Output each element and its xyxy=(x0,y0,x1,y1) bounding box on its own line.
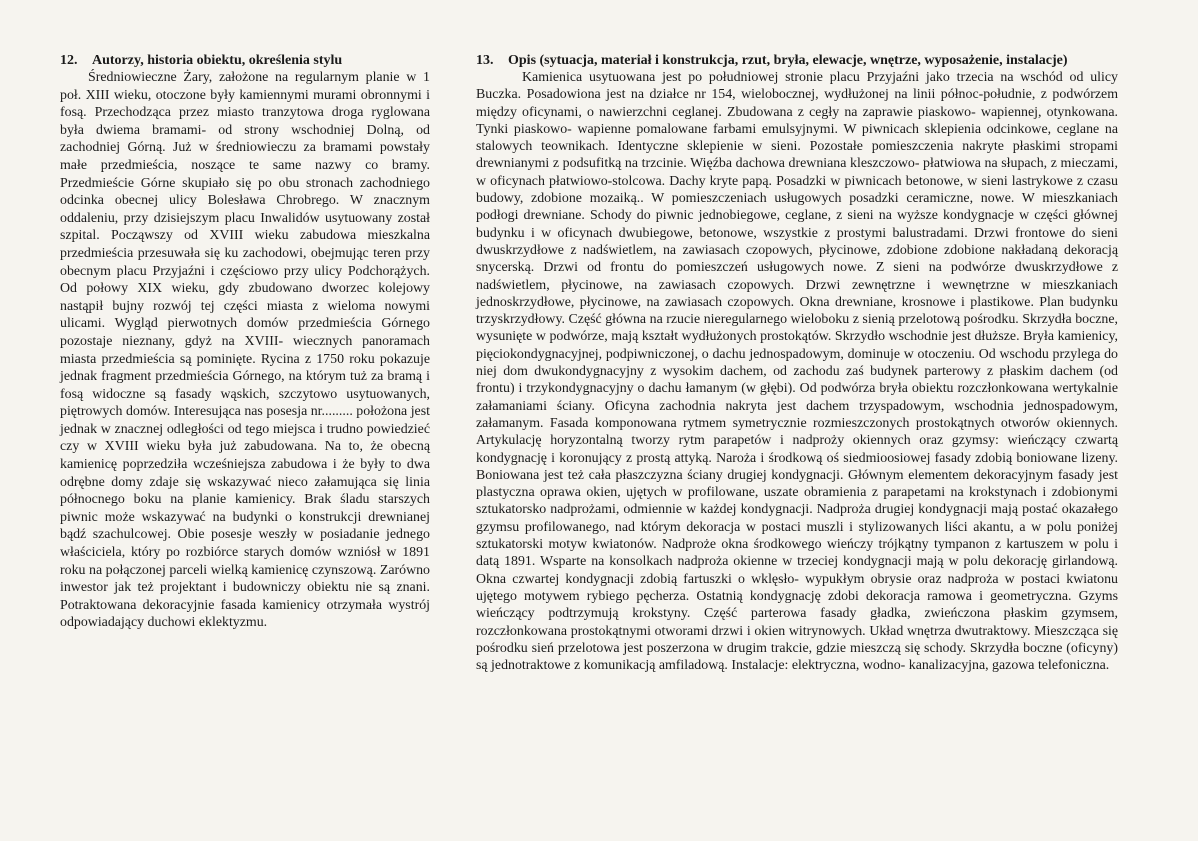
section-12 xyxy=(60,52,430,632)
section-12-text: Średniowieczne Żary, założone na regularnym planie w 1 poł. XIII wieku, otoczone były kamiennymi murami obronnymi i fosą. Przechodząca przez miasto tranzytowa droga ryglowana była dwiema bramami- od strony wschodniej Dolną, od zachodniej Górną. Już w średniowieczu za bramami powstały małe przedmieścia, noszące te same nazwy co bramy. Przedmieście Górne skupiało się po obu stronach zachodniego odcinka obecnej ulicy Bolesława Chrobrego. W znacznym oddaleniu, przy dzisiejszym placu Inwalidów usytuowany został szpital. Począwszy od XVIII wieku zabudowa mieszkalna przedmieścia przesuwała się ku zachodowi, obejmując teren przy obecnym placu Przyjaźni i częściowo przy ulicy Podchorążych. Od połowy XIX wieku, gdy zbudowano dworzec kolejowy nastąpił bujny rozwój tej części miasta z wieloma nowymi ulicami. Wygląd pierwotnych domów przedmieścia Górnego pozostaje nieznany, gdyż na XVIII- wiecznych panoramach miasta przedmieścia są pominięte. Rycina z 1750 roku pokazuje jednak fragment przedmieścia Górnego, na którym tuż za bramą i fosą widoczne są fasady wąskich, szczytowo usytuowanych, piętrowych domów. Interesująca nas posesja nr......... położona jest jednak w znacznej odległości od tego miejsca i trudno powiedzieć czy w XVIII wieku była już zabudowana. Na to, że obecną kamienicę poprzedziła wcześniejsza zabudowa i że były to dwa odrębne domy zdaje się wskazywać nieco załamująca się linia północnego boku na planie kamienicy. Brak śladu starszych piwnic może wskazywać na budynki o konstrukcji drewnianej bądź szachulcowej. Obie posesje weszły w posiadanie jednego właściciela, który po rozbiórce starych domów wzniósł w 1891 roku na połączonej parceli wielką kamienicę czynszową. Zarówno inwestor jak też projektant i budowniczy obiektu nie są znani. Potraktowana dekoracyjnie fasada kamienicy otrzymała wystrój odpowiadający duchowi eklektyzmu. xyxy=(60,70,430,631)
section-12-title: Autorzy, historia obiektu, określenia stylu xyxy=(92,53,343,68)
section-13-title: Opis (sytuacja, materiał i konstrukcja, rzut, bryła, elewacje, wnętrze, wyposażenie, instalacje) xyxy=(508,53,1068,68)
section-13-text: Kamienica usytuowana jest po południowej stronie placu Przyjaźni jako trzecia na wschód od ulicy Buczka. Posadowiona jest na działce nr 154, wielobocznej, wydłużonej na linii północ-południe, z podwórzem między oficynami, o nawierzchni ceglanej. Zbudowana z cegły na zaprawie piaskowo- wapiennej, otynkowana. Tynki piaskowo- wapienne pomalowane farbami emulsyjnymi. W piwnicach sklepienia odcinkowe, ceglane na stalowych teownikach. Identyczne sklepienie w sieni. Pozostałe pomieszczenia nakryte płaskimi stropami drewnianymi z podsufitką na trzcinie. Więźba dachowa drewniana kleszczowo- płatwiowa na słupach, z mieczami, w oficynach płatwiowo-stolcowa. Dachy kryte papą. Posadzki w piwnicach betonowe, w sieni lastrykowe z czasu budowy, zdobione mozaiką.. W pomieszczeniach usługowych posadzki ceramiczne, nowe. W mieszkaniach podłogi drewniane. Schody do piwnic jednobiegowe, ceglane, z sieni na wyższe kondygnacje w części głównej budynku i w oficynach dwubiegowe, betonowe, wszystkie z prostymi balustradami. Drzwi frontowe do sieni dwuskrzydłowe z nadświetlem, na zawiasach czopowych, płycinowe, zdobione zdobione nakładaną dekoracją snycerską. Drzwi od frontu do pomieszczeń usługowych nowe. Z sieni na podwórze dwuskrzydłowe z nadświetlem, płycinowe, na zawiasach czopowych. Drzwi zewnętrzne i wewnętrzne w mieszkaniach jednoskrzydłowe, płycinowe, na zawiasach czopowych. Okna drewniane, krosnowe i plastikowe. Plan budynku trzyskrzydłowy. Część główna na rzucie nieregularnego wieloboku z sienią przelotową pośrodku. Skrzydła boczne, wysunięte w podwórze, mają kształt wydłużonych prostokątów. Skrzydło wschodnie jest dłuższe. Bryła kamienicy, pięciokondygnacyjnej, podpiwniczonej, o dachu jednospadowym, dominuje w otoczeniu. Od wschodu przylega do niej dom dwukondygnacyjny z wysokim dachem, od zachodu zaś budynek parterowy z płaskim dachem (od frontu) i trzykondygnacyjny o dachu łamanym (w głębi). Od podwórza bryła obiektu rozczłonkowana wertykalnie załamaniami ściany. Oficyna zachodnia nakryta jest dachem trzyspadowym, wschodnia jednospadowym, załamanym. Fasada komponowana rytmem symetrycznie rozmieszczonych prostokątnych otworów okiennych. Artykulację horyzontalną tworzy rytm parapetów i nadproży okiennych oraz gzymsy: wieńczący czwartą kondygnację i koronujący z prostą attyką. Naroża i środkową oś siedmioosiowej fasady zdobią boniowane lizeny. Boniowana jest też cała płaszczyzna ściany drugiej kondygnacji. Głównym elementem dekoracyjnym fasady jest plastyczna oprawa okien, ujętych w profilowane, uszate obramienia z parapetami na krokstynach i zdobionymi sztukatorsko nadprożami, odmiennie w każdej kondygnacji. Nadproża drugiej kondygnacji mają postać okazałego gzymsu profilowanego, nad którym dekoracja w postaci muszli i stylizowanych liści akantu, a w polu poniżej sztukatorski motyw kwiatonów. Nadproże okna środkowego wieńczy trójkątny tympanon z kartuszem w polu i datą 1891. Wsparte na konsolkach nadproża okienne w trzeciej kondygnacji mają w polu dekorację girlandową. Okna czwartej kondygnacji zdobią fartuszki o wklęsło- wypukłym obrysie oraz nadproża w postaci kwiatonu ujętego motywem rybiego pęcherza. Ostatnią kondygnację zdobi dekoracja ramowa i geometryczna. Gzyms wieńczący podtrzymują krokstyny. Część parterowa fasady gładka, zwieńczona płaskim gzymsem, rozczłonkowana prostokątnymi otworami drzwi i okien witrynowych. Układ wnętrza dwutraktowy. Mieszcząca się pośrodku sień przelotowa jest poszerzona w drugim trakcie, gdzie mieszczą się schody. Skrzydła boczne (oficyny) są jednotraktowe z komunikacją amfiladową. Instalacje: elektryczna, wodno- kanalizacyjna, gazowa telefoniczna. xyxy=(476,70,1118,674)
section-13-number: 13. xyxy=(476,53,494,68)
section-12-number: 12. xyxy=(60,53,78,68)
section-12-heading xyxy=(60,52,430,69)
section-13-heading xyxy=(476,52,1118,69)
section-13 xyxy=(476,52,1118,674)
